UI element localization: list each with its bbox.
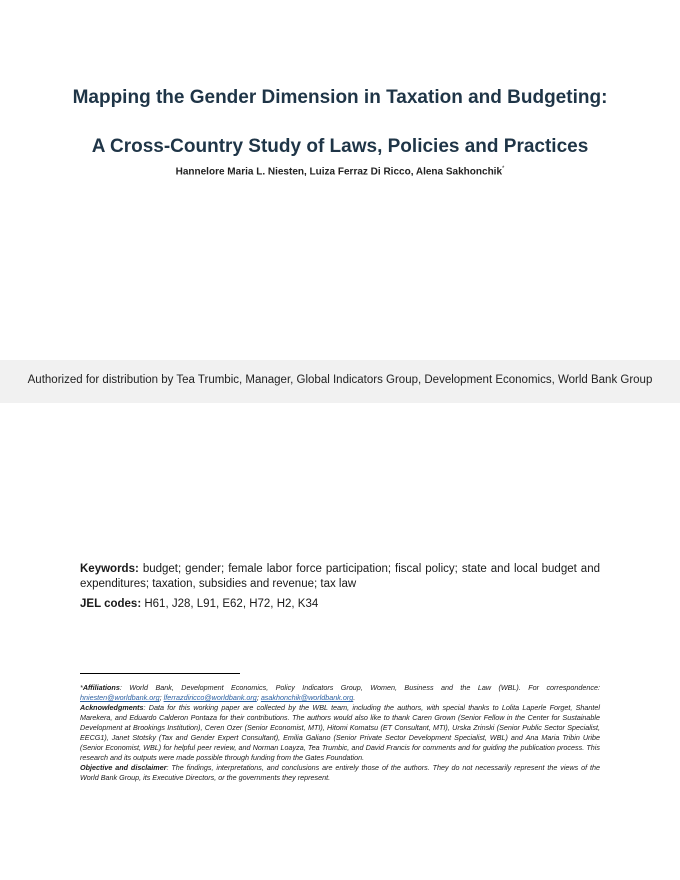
acknowledgments-text: : Data for this working paper are collected by the WBL team, including the authors, with special thanks to Lolita Laperle Forget, Shantel Marekera, and Eduardo Calderon Pontaza for their contributions. The authors would also like to thank Caren Grown (Senior Fellow in the Center for Sustainable Development at Brookings Institution), Ceren Ozer (Senior Economist, MTI), Hitomi Komatsu (ET Consultant, MTI), Urska Zrinski (Senior Public Sector Specialist, EECG1), Janet Stotsky (Tax and Gender Expert Consultant), Emilia Galiano (Senior Private Sector Development Specialist, WBL) and Ana Maria Tribin Uribe (Senior Economist, WBL) for helpful peer review, and Norman Loayza, Tea Trumbic, and David Francis for comments and for guiding the publication process. This research and its outputs were made possible through funding from the Gates Foundation. [80, 703, 600, 762]
disclaimer-footnote [80, 763, 600, 783]
paper-title: Mapping the Gender Dimension in Taxation and Budgeting: [72, 87, 608, 108]
paper-subtitle: A Cross-Country Study of Laws, Policies and Practices [91, 136, 589, 157]
acknowledgments-label: Acknowledgments [80, 703, 144, 712]
jel-codes-text: H61, J28, L91, E62, H72, H2, K34 [144, 598, 319, 610]
keywords-paragraph [80, 562, 600, 592]
author-footnote-marker[interactable]: * [502, 166, 505, 172]
keywords-text: budget; gender; female labor force participation; fiscal policy; state and local budget and expenditures; taxation, subsidies and revenue; tax law [80, 563, 600, 590]
affiliations-marker: * [80, 683, 83, 692]
affiliations-end: . [353, 693, 356, 702]
affiliations-label: Affiliations [82, 683, 120, 692]
disclaimer-label: Objective and disclaimer [80, 763, 167, 772]
jel-codes-label: JEL codes: [80, 598, 142, 610]
email-separator: ; [159, 693, 164, 702]
footnote-divider [80, 673, 240, 674]
email-link-ferraz[interactable]: lferrazdiricco@worldbank.org [163, 693, 257, 702]
email-separator: ; [256, 693, 261, 702]
email-link-niesten[interactable]: hniesten@worldbank.org [80, 693, 160, 702]
distribution-banner [0, 360, 680, 403]
keywords-label: Keywords: [80, 563, 139, 575]
author-names: Hannelore Maria L. Niesten, Luiza Ferraz Di Ricco, Alena Sakhonchik [175, 166, 503, 178]
acknowledgments-footnote [80, 703, 600, 763]
author-list [60, 166, 620, 177]
affiliations-footnote [80, 683, 600, 703]
jel-codes-paragraph [80, 597, 600, 612]
footnotes [80, 683, 600, 783]
disclaimer-text: : The findings, interpretations, and conclusions are entirely those of the authors. They do not necessarily represent the views of the World Bank Group, its Executive Directors, or the governments they represent. [80, 763, 600, 782]
email-link-sakhonchik[interactable]: asakhonchik@worldbank.org [260, 693, 354, 702]
affiliations-text: : World Bank, Development Economics, Policy Indicators Group, Women, Business and the Law (WBL). For correspondence: [119, 683, 600, 692]
distribution-text: Authorized for distribution by Tea Trumbic, Manager, Global Indicators Group, Development Economics, World Bank Group [27, 374, 653, 386]
